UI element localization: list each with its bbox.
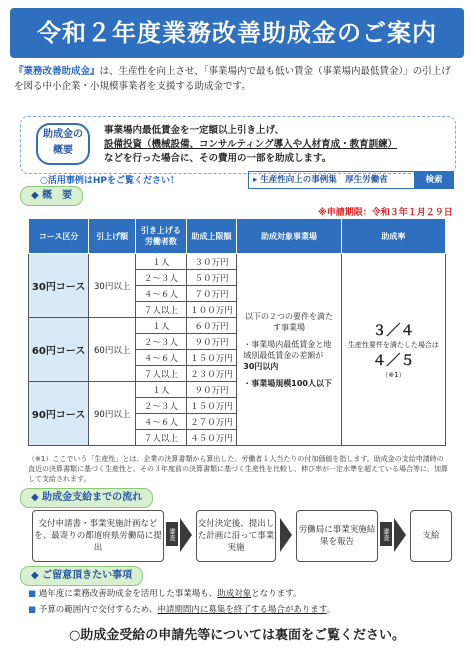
header-rate: 助成率 — [341, 219, 445, 254]
leaf-icon: ◆ — [31, 570, 43, 581]
cap-amount: ３０万円 — [186, 254, 237, 270]
search-button[interactable]: 検索 — [414, 171, 454, 189]
requirement-line: 以下の２つの要件を満たす事業場 — [245, 311, 334, 332]
example-search-box[interactable] — [248, 171, 418, 189]
course-name: 30円コース — [29, 254, 89, 318]
course-raise: 90円以上 — [89, 382, 136, 446]
header-cap: 助成上限額 — [186, 219, 237, 254]
table-row — [29, 254, 446, 270]
rate-line: （※1） — [381, 370, 406, 379]
flow-review-tag-2: 審査 — [380, 522, 392, 546]
overview-line2: 設備投資（機械設備、コンサルティング導入や人材育成・教育訓練） — [104, 139, 398, 150]
flow-arrow-2 — [280, 518, 292, 552]
overview-label-line1: 助成金の — [43, 129, 83, 140]
course-name: 60円コース — [29, 318, 89, 382]
header-raise: 引上げ額 — [89, 219, 136, 254]
cap-amount: ４５０万円 — [186, 430, 237, 446]
cap-amount: １５０万円 — [186, 398, 237, 414]
header-eligible: 助成対象事業場 — [237, 219, 341, 254]
worker-count: ２～３人 — [136, 334, 187, 350]
header-course: コース区分 — [29, 219, 89, 254]
intro-text — [14, 64, 460, 94]
worker-count: ２～３人 — [136, 270, 187, 286]
course-table — [28, 218, 446, 446]
notice-item: ■ 過年度に業務改善助成金を活用した事業場も、助成対象となります。 — [28, 589, 302, 599]
requirement-line: 30円以内 — [243, 361, 279, 371]
notice-item: ■ 予算の範囲内で交付するため、申請期間内に募集を終了する場合があります。 — [28, 605, 336, 615]
worker-count: ４～６人 — [136, 414, 187, 430]
subsidy-rate — [341, 254, 445, 446]
requirement-line: ・事業場内最低賃金と地域別最低賃金の差額が — [243, 339, 332, 360]
flow-step-report: 労働局に事業実施結果を報告 — [296, 510, 378, 562]
footer-note: ○助成金受給の申請先等については裏面をご覧ください。 — [68, 628, 406, 643]
productivity-note: （※1）ここでいう「生産性」とは、企業の決算書類から算出した、労働者１人当たりの付加価値を指します。助成金の支給申請時の直近の決算書類に基づく生産性と、その３年度前の決算書類に基づく生産性を比較し、伸び率が一定水準を超えている場合等に、加算して支給されます。 — [28, 455, 448, 483]
overview-label-line2: 概要 — [53, 145, 73, 156]
worker-count: ７人以上 — [136, 430, 187, 446]
eligibility-requirements — [237, 254, 341, 446]
leaf-icon: ◆ — [31, 492, 43, 503]
cap-amount: ９０万円 — [186, 334, 237, 350]
worker-count: １人 — [136, 382, 187, 398]
flow-step-implement: 交付決定後、提出した計画に沿って事業実施 — [196, 510, 276, 562]
intro-body: は、生産性を向上させ、「事業場内で最も低い賃金（事業場内最低賃金）」の引上げを図る中小企業・小規模事業者を支援する助成金です。 — [14, 66, 451, 92]
flow-arrow-3 — [394, 518, 406, 552]
flow-step-payment: 支給 — [410, 510, 452, 562]
notice-list — [28, 586, 448, 618]
worker-count: ４～６人 — [136, 350, 187, 366]
requirement-line: ・事業場規模100人以下 — [243, 378, 332, 388]
page-title: 令和２年度業務改善助成金のご案内 — [10, 8, 464, 58]
overview-label — [36, 123, 90, 165]
worker-count: ７人以上 — [136, 302, 187, 318]
cap-amount: １５０万円 — [186, 350, 237, 366]
cap-amount: １００万円 — [186, 302, 237, 318]
section-flow-label: 助成金支給までの流れ — [42, 492, 143, 503]
worker-count: ２～３人 — [136, 398, 187, 414]
course-raise: 60円以上 — [89, 318, 136, 382]
section-notice-heading — [20, 566, 143, 586]
cap-amount: ２３０万円 — [186, 366, 237, 382]
course-raise: 30円以上 — [89, 254, 136, 318]
flow-review-tag-1: 審査 — [166, 522, 178, 546]
bullet-icon: ■ — [28, 589, 39, 599]
rate-line: ４／５ — [372, 352, 415, 369]
hp-reference: ○活用事例はHPをご覧ください！ — [40, 176, 179, 186]
leaf-icon: ◆ — [31, 190, 43, 201]
bullet-icon: ■ — [28, 605, 39, 615]
rate-line: ３／４ — [372, 322, 415, 339]
search-icon: ▸ — [253, 175, 261, 185]
application-deadline: ※申請期限：令和３年１月２９日 — [318, 208, 453, 218]
section-overview-label: 概 要 — [42, 190, 73, 201]
flow-arrow-1 — [180, 518, 192, 552]
section-notice-label: ご留意頂きたい事項 — [42, 570, 133, 581]
overview-text — [104, 124, 454, 166]
cap-amount: ７０万円 — [186, 286, 237, 302]
overview-line3: などを行った場合に、その費用の一部を助成します。 — [104, 153, 332, 164]
cap-amount: ５０万円 — [186, 270, 237, 286]
cap-amount: ２７０万円 — [186, 414, 237, 430]
flow-step-apply: 交付申請書・事業実施計画などを、最寄りの都道府県労働局に提出 — [32, 510, 164, 562]
worker-count: ７人以上 — [136, 366, 187, 382]
cap-amount: ６０万円 — [186, 318, 237, 334]
rate-line: 生産性要件を満たした場合は — [347, 340, 439, 349]
cap-amount: ９０万円 — [186, 382, 237, 398]
intro-highlight: 『業務改善助成金』 — [14, 66, 100, 77]
header-workers: 引き上げる労働者数 — [136, 219, 187, 254]
section-flow-heading — [20, 488, 153, 508]
section-overview-heading — [20, 186, 83, 206]
example-search-text: 生産性向上の事例集 厚生労働省 — [260, 175, 388, 185]
course-name: 90円コース — [29, 382, 89, 446]
overview-line1: 事業場内最低賃金を一定額以上引き上げ、 — [104, 125, 285, 136]
worker-count: １人 — [136, 318, 187, 334]
worker-count: １人 — [136, 254, 187, 270]
worker-count: ４～６人 — [136, 286, 187, 302]
